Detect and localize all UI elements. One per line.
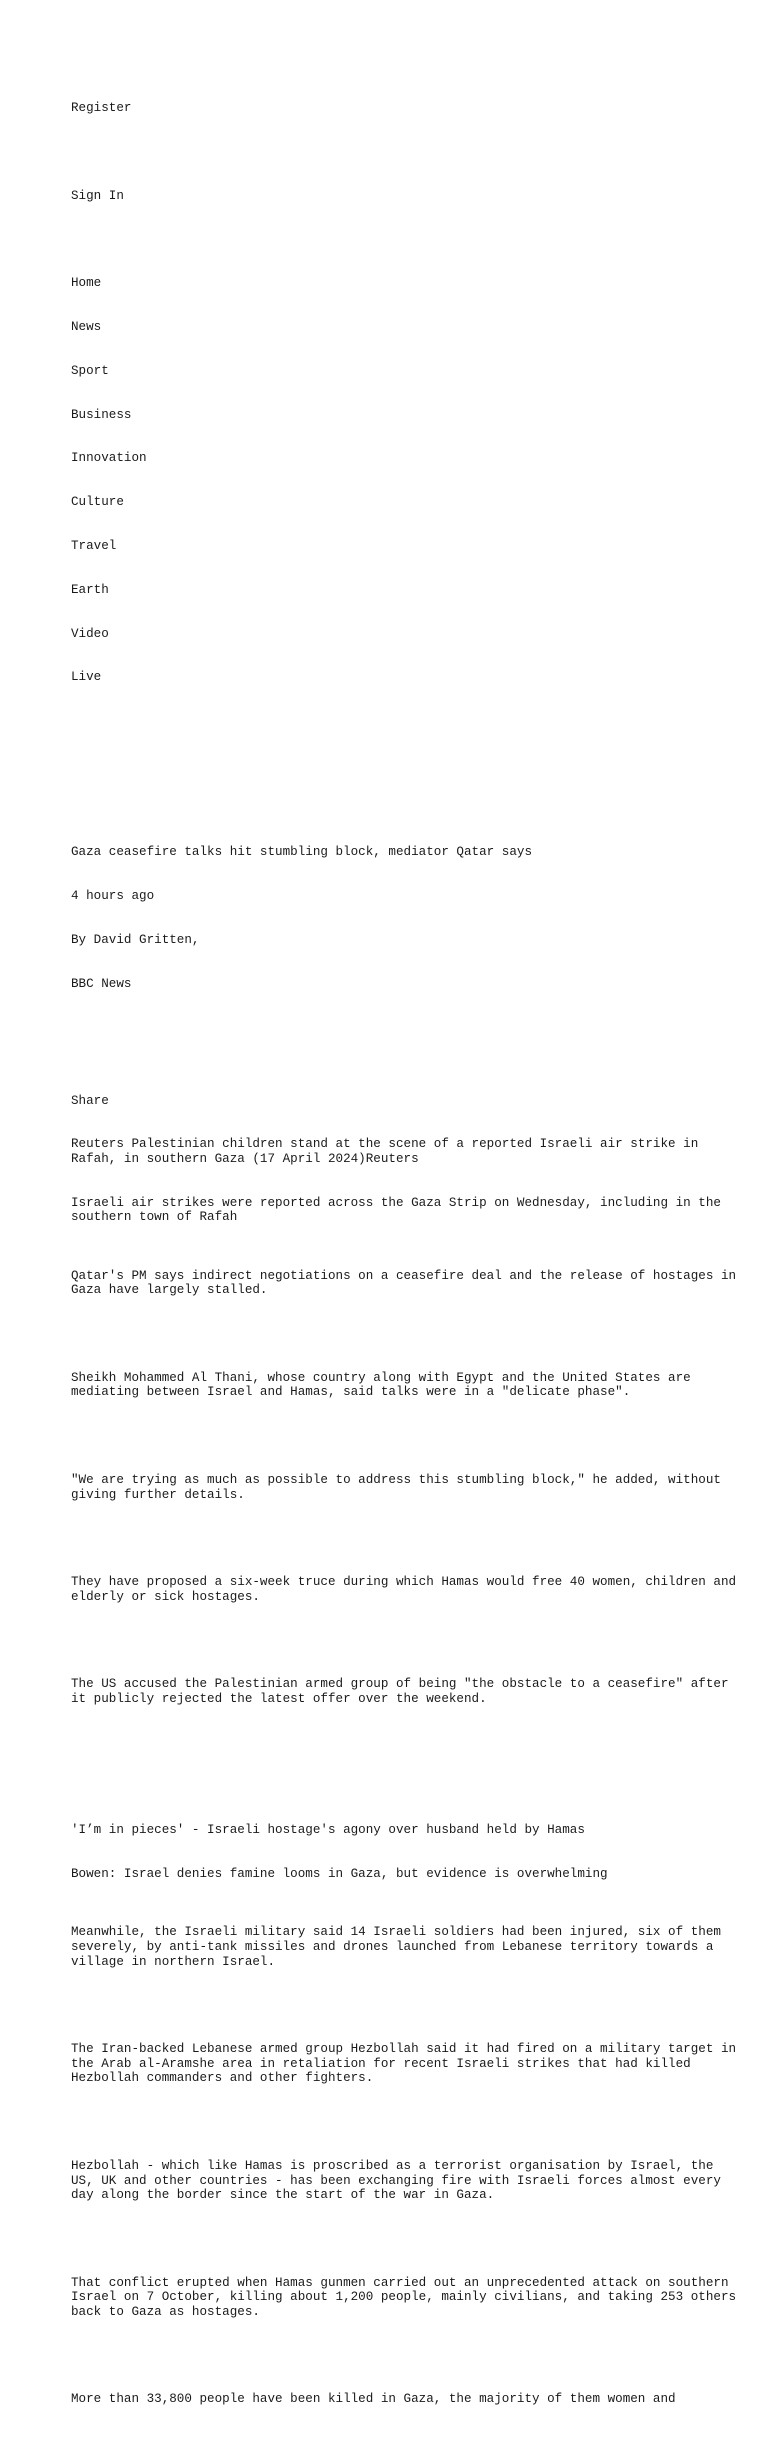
spacer	[71, 758, 741, 773]
related-link-famine[interactable]: Bowen: Israel denies famine looms in Gaza, but evidence is overwhelming	[71, 1867, 608, 1882]
spacer	[71, 1531, 741, 1546]
nav-item-innovation[interactable]: Innovation	[71, 451, 147, 466]
article-paragraph: Hezbollah - which like Hamas is proscribed as a terrorist organisation by Israel, the US, UK and other countries - has been exchanging fire with Israeli forces almost every day along the border since the start of the war in Gaza.	[71, 2158, 729, 2203]
spacer	[71, 1035, 741, 1050]
spacer	[71, 145, 741, 160]
spacer	[71, 1750, 741, 1779]
spacer	[71, 1998, 741, 2013]
nav-item-business[interactable]: Business	[71, 407, 132, 422]
register-link[interactable]: Register	[71, 101, 132, 116]
article	[71, 816, 744, 2436]
nav-item-live[interactable]: Live	[71, 670, 102, 685]
spacer	[71, 2232, 741, 2247]
spacer	[71, 1634, 741, 1649]
article-paragraph: Qatar's PM says indirect negotiations on a ceasefire deal and the release of hostages in Gaza have largely stalled.	[71, 1268, 744, 1298]
article-paragraph: Meanwhile, the Israeli military said 14 Israeli soldiers had been injured, six of them severely, by anti-tank missiles and drones launched from Lebanese territory towards a village in northern Israel.	[71, 1925, 729, 1969]
nav-item-home[interactable]: Home	[71, 276, 102, 291]
article-paragraph: "We are trying as much as possible to address this stumbling block," he added, without giving further details.	[71, 1473, 729, 1502]
nav-item-travel[interactable]: Travel	[71, 539, 117, 553]
article-byline-author: By David Gritten,	[71, 933, 200, 948]
article-headline: Gaza ceasefire talks hit stumbling block, mediator Qatar says	[71, 845, 533, 860]
nav-item-news[interactable]: News	[71, 320, 102, 335]
main-nav	[71, 247, 741, 714]
article-paragraph: Sheikh Mohammed Al Thani, whose country along with Egypt and the United States are mediating between Israel and Hamas, said talks were in a "delicate phase".	[71, 1370, 699, 1400]
spacer	[71, 1429, 741, 1444]
article-timestamp: 4 hours ago	[71, 889, 155, 904]
article-paragraph: The US accused the Palestinian armed group of being "the obstacle to a ceasefire" after it publicly rejected the latest offer over the weekend.	[71, 1677, 737, 1706]
image-alt-text: Reuters Palestinian children stand at the scene of a reported Israeli air strike in Rafah, in southern Gaza (17 April 2024)Reuters	[71, 1137, 706, 1166]
spacer	[71, 2115, 741, 2130]
related-link-hostage[interactable]: 'I’m in pieces' - Israeli hostage's agony over husband held by Hamas	[71, 1823, 585, 1838]
article-paragraph: More than 33,800 people have been killed in Gaza, the majority of them women and	[71, 2392, 676, 2407]
image-caption: Israeli air strikes were reported across the Gaza Strip on Wednesday, including in the southern town of Rafah	[71, 1195, 729, 1225]
article-paragraph: They have proposed a six-week truce during which Hamas would free 40 women, children and elderly or sick hostages.	[71, 1575, 744, 1604]
page-content	[71, 72, 744, 2451]
article-paragraph: That conflict erupted when Hamas gunmen carried out an unprecedented attack on southern Israel on 7 October, killing about 1,200 people, mainly civilians, and taking 253 others back to Gaza as hostages.	[71, 2275, 744, 2319]
spacer	[71, 1327, 741, 1342]
nav-item-video[interactable]: Video	[71, 626, 109, 641]
article-byline-outlet: BBC News	[71, 976, 132, 991]
spacer	[71, 2349, 741, 2364]
nav-item-sport[interactable]: Sport	[71, 363, 109, 378]
nav-item-culture[interactable]: Culture	[71, 495, 124, 510]
article-paragraph: The Iran-backed Lebanese armed group Hezbollah said it had fired on a military target in the Arab al-Aramshe area in retaliation for recent Israeli strikes that had killed Hezbollah commanders and other fighters.	[71, 2042, 744, 2086]
sign-in-link[interactable]: Sign In	[71, 188, 124, 203]
nav-item-earth[interactable]: Earth	[71, 582, 109, 597]
share-button[interactable]: Share	[71, 1093, 109, 1108]
